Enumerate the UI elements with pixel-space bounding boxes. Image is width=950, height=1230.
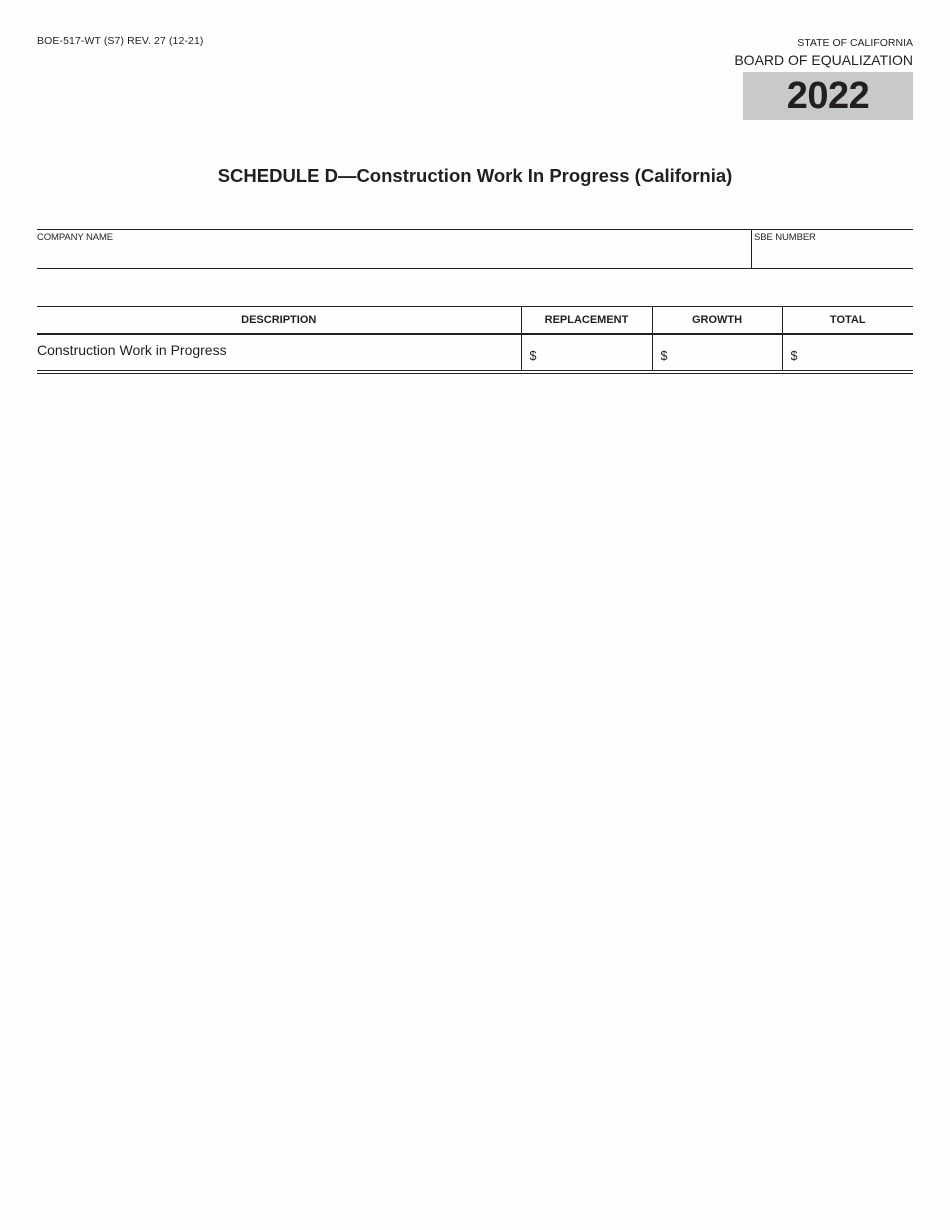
table-header-row (37, 307, 913, 335)
sbe-number-cell (751, 230, 914, 268)
replacement-cell (521, 334, 652, 371)
replacement-amount-input[interactable] (539, 349, 651, 363)
column-header-total: TOTAL (782, 307, 913, 335)
table-row (37, 334, 913, 371)
currency-symbol: $ (529, 348, 537, 363)
table-bottom-rule (37, 373, 913, 374)
schedule-table (37, 306, 913, 371)
form-id: BOE-517-WT (S7) REV. 27 (12-21) (37, 35, 204, 47)
agency-block (734, 37, 913, 69)
state-label: STATE OF CALIFORNIA (797, 37, 913, 49)
tax-year-badge: 2022 (743, 72, 913, 120)
column-header-description: DESCRIPTION (37, 307, 521, 335)
growth-cell (652, 334, 782, 371)
company-info-row (37, 229, 913, 269)
page-title: SCHEDULE D—Construction Work In Progress (California) (217, 165, 733, 186)
company-name-input[interactable] (37, 244, 751, 266)
sbe-number-input[interactable] (752, 244, 914, 266)
total-cell (782, 334, 913, 371)
company-name-cell (37, 230, 751, 268)
company-name-label: COMPANY NAME (37, 232, 114, 243)
growth-amount-input[interactable] (670, 349, 781, 363)
total-amount-input[interactable] (800, 349, 913, 363)
currency-symbol: $ (660, 348, 668, 363)
column-header-replacement: REPLACEMENT (521, 307, 652, 335)
sbe-number-label: SBE NUMBER (754, 232, 816, 243)
agency-name: BOARD OF EQUALIZATION (734, 52, 913, 68)
description-cell (37, 334, 521, 371)
currency-symbol: $ (790, 348, 798, 363)
column-header-growth: GROWTH (652, 307, 782, 335)
row-description: Construction Work in Progress (37, 341, 227, 358)
